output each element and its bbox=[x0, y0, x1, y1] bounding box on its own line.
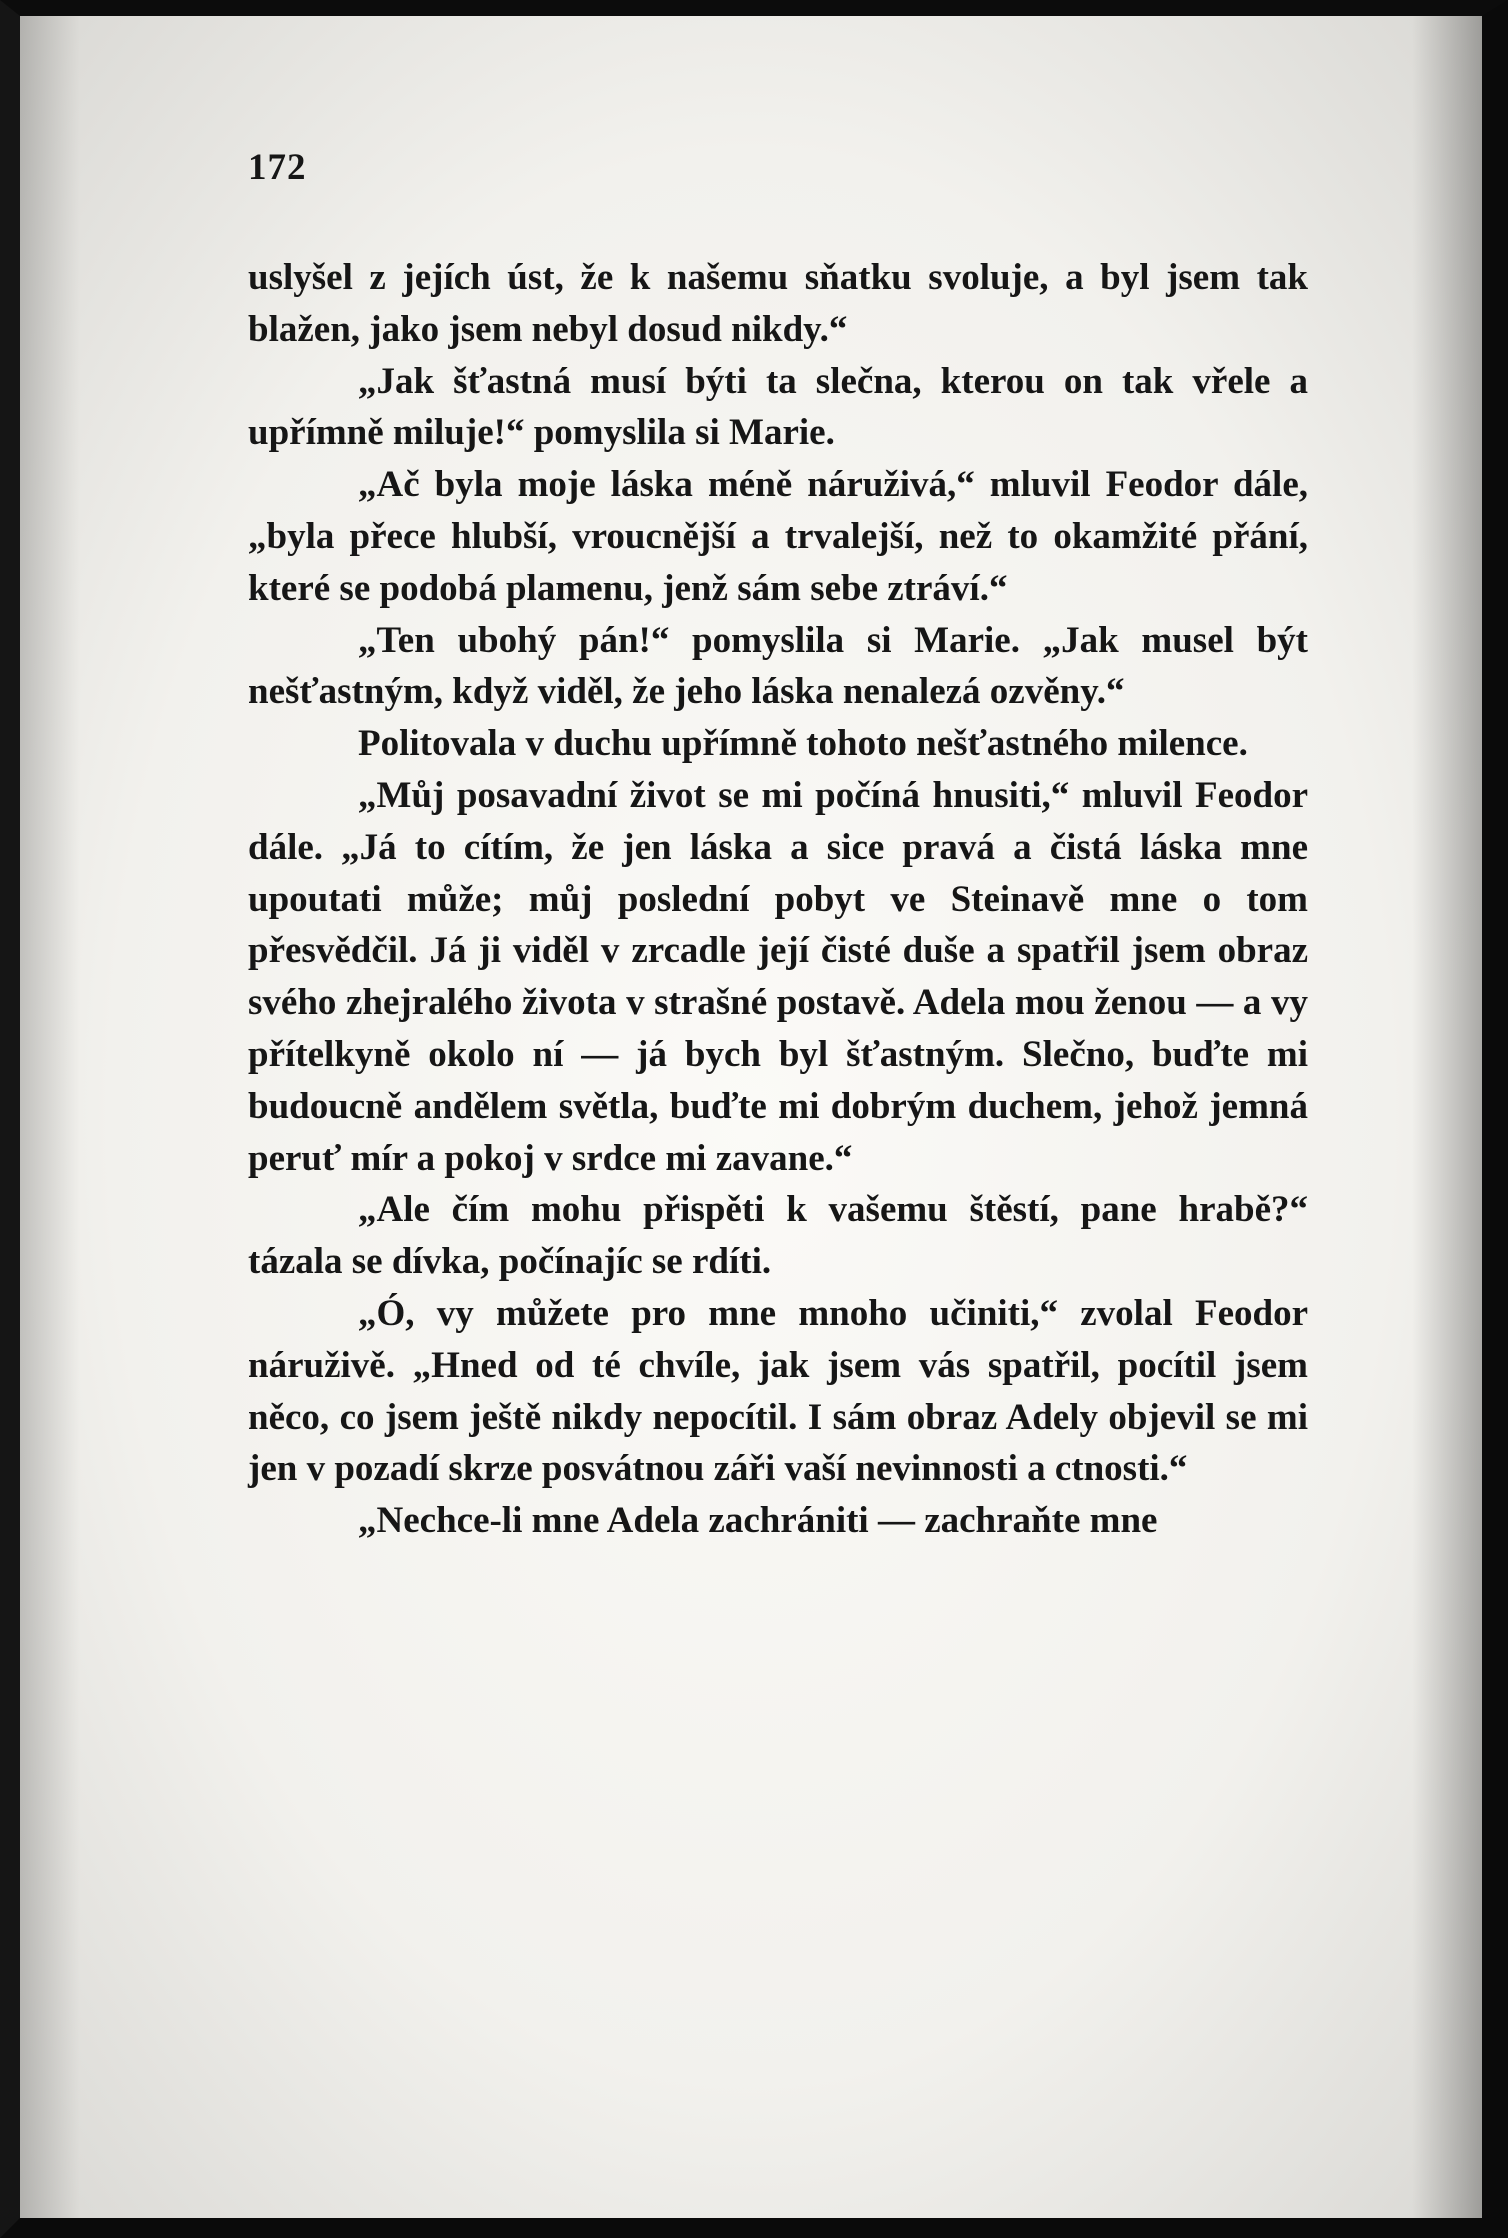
left-gutter-shadow bbox=[20, 16, 80, 2218]
paragraph: „Nechce-li mne Adela zachrániti — zachraňte mne bbox=[358, 1500, 1158, 1542]
paragraph: „Ten ubohý pán!“ pomyslila si Marie. „Jak musel být nešťastným, když viděl, že jeho láska nenalezá ozvěny.“ bbox=[248, 619, 1308, 713]
paragraph: uslyšel z jejích úst, že k našemu sňatku svoluje, a byl jsem tak blažen, jako jsem nebyl dosud nikdy.“ bbox=[248, 257, 1308, 350]
page-number: 172 bbox=[248, 147, 307, 188]
right-edge-shadow bbox=[1412, 16, 1482, 2218]
paragraph: „Ó, vy můžete pro mne mnoho učiniti,“ zvolal Feodor náruživě. „Hned od té chvíle, jak jsem vás spatřil, pocítil jsem něco, co jsem ještě nikdy nepocítil. I sám obraz Adely objevil se mi jen v pozadí skrze posvátnou záři vaší nevinnosti a ctnosti.“ bbox=[248, 1292, 1308, 1490]
paragraph: „Můj posavadní život se mi počíná hnusiti,“ mluvil Feodor dále. „Já to cítím, že jen láska a sice pravá a čistá láska mne upoutati může; můj poslední pobyt ve Steinavě mne o tom přesvědčil. Já ji viděl v zrcadle její čisté duše a spatřil jsem obraz svého zhejralého života v strašné postavě. Adela mou ženou — a vy přítelkyně okolo ní — já bych byl šťastným. Slečno, buďte mi budoucně andělem světla, buďte mi dobrým duchem, jehož jemná peruť mír a pokoj v srdce mi zavane.“ bbox=[248, 774, 1308, 1179]
paragraph: Politovala v duchu upřímně tohoto nešťastného milence. bbox=[358, 723, 1248, 765]
paragraph: „Jak šťastná musí býti ta slečna, kterou on tak vřele a upřímně miluje!“ pomyslila si Marie. bbox=[248, 360, 1308, 454]
book-page bbox=[248, 140, 1308, 1547]
paragraph: „Ač byla moje láska méně náruživá,“ mluvil Feodor dále, „byla přece hlubší, vroucnější a trvalejší, než to okamžité přání, které se podobá plamenu, jenž sám sebe ztráví.“ bbox=[248, 464, 1308, 609]
paragraph: „Ale čím mohu přispěti k vašemu štěstí, pane hrabě?“ tázala se dívka, počínajíc se rdíti. bbox=[248, 1189, 1308, 1283]
body-text bbox=[248, 252, 1308, 1547]
